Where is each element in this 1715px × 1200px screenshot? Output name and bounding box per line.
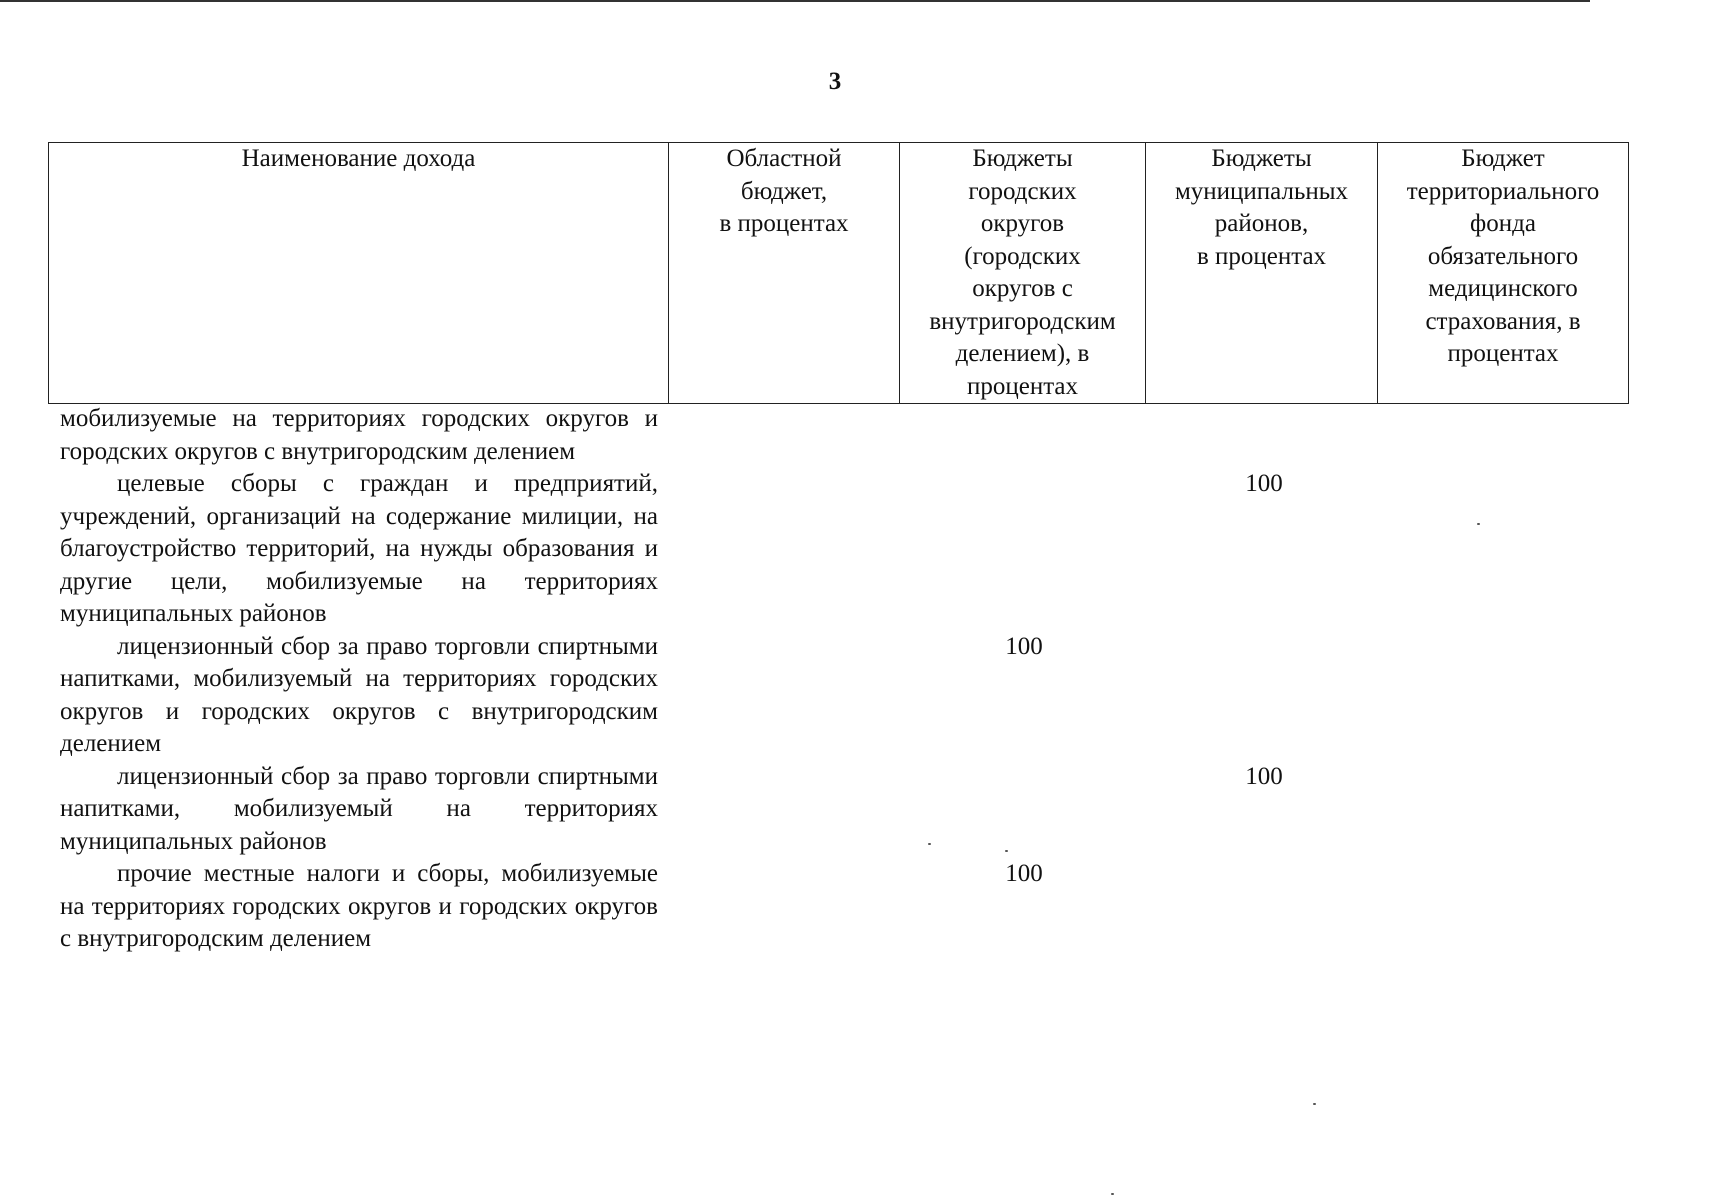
column-header-medical-insurance-fund-budget: Бюджет территориального фонда обязательного медицинского страхования, в процентах [1378,143,1629,404]
scan-speck [1111,1193,1114,1195]
table-row [60,468,1630,631]
table-row [60,631,1630,761]
city-districts-value: 100 [1005,860,1043,887]
municipal-districts-value: 100 [1245,470,1283,497]
table-body [60,403,1630,956]
revenue-name: целевые сборы с граждан и предприятий, учреждений, организаций на содержание милиции, на благоустройство территорий, на нужды образования и другие цели, мобилизуемые на территориях муниципальных районов [60,470,658,627]
scan-speck [1313,1103,1316,1105]
column-header-revenue-name: Наименование дохода [49,143,669,404]
table-row [60,761,1630,859]
revenue-name: мобилизуемые на территориях городских округов и городских округов с внутригородским делением [60,405,658,465]
column-header-regional-budget: Областной бюджет, в процентах [669,143,900,404]
column-header-city-districts-budgets: Бюджеты городских округов (городских округов с внутригородским делением), в процентах [900,143,1146,404]
column-header-municipal-districts-budgets: Бюджеты муниципальных районов, в процентах [1146,143,1378,404]
page-number: 3 [828,68,842,95]
header-row [49,143,1629,404]
revenue-name: лицензионный сбор за право торговли спиртными напитками, мобилизуемый на территориях городских округов и городских округов с внутригородским делением [60,632,658,757]
revenue-name: прочие местные налоги и сборы, мобилизуемые на территориях городских округов и городских округов с внутригородским делением [60,860,658,952]
scan-speck [928,843,931,845]
scan-speck [1477,523,1480,525]
table-row [60,858,1630,956]
revenue-name: лицензионный сбор за право торговли спиртными напитками, мобилизуемый на территориях муниципальных районов [60,762,658,855]
municipal-districts-value: 100 [1245,762,1283,790]
city-districts-value: 100 [1005,632,1043,660]
table-row [60,403,1630,468]
scan-speck [1005,850,1008,852]
top-rule [0,0,1590,2]
revenue-distribution-table-header [48,142,1629,404]
